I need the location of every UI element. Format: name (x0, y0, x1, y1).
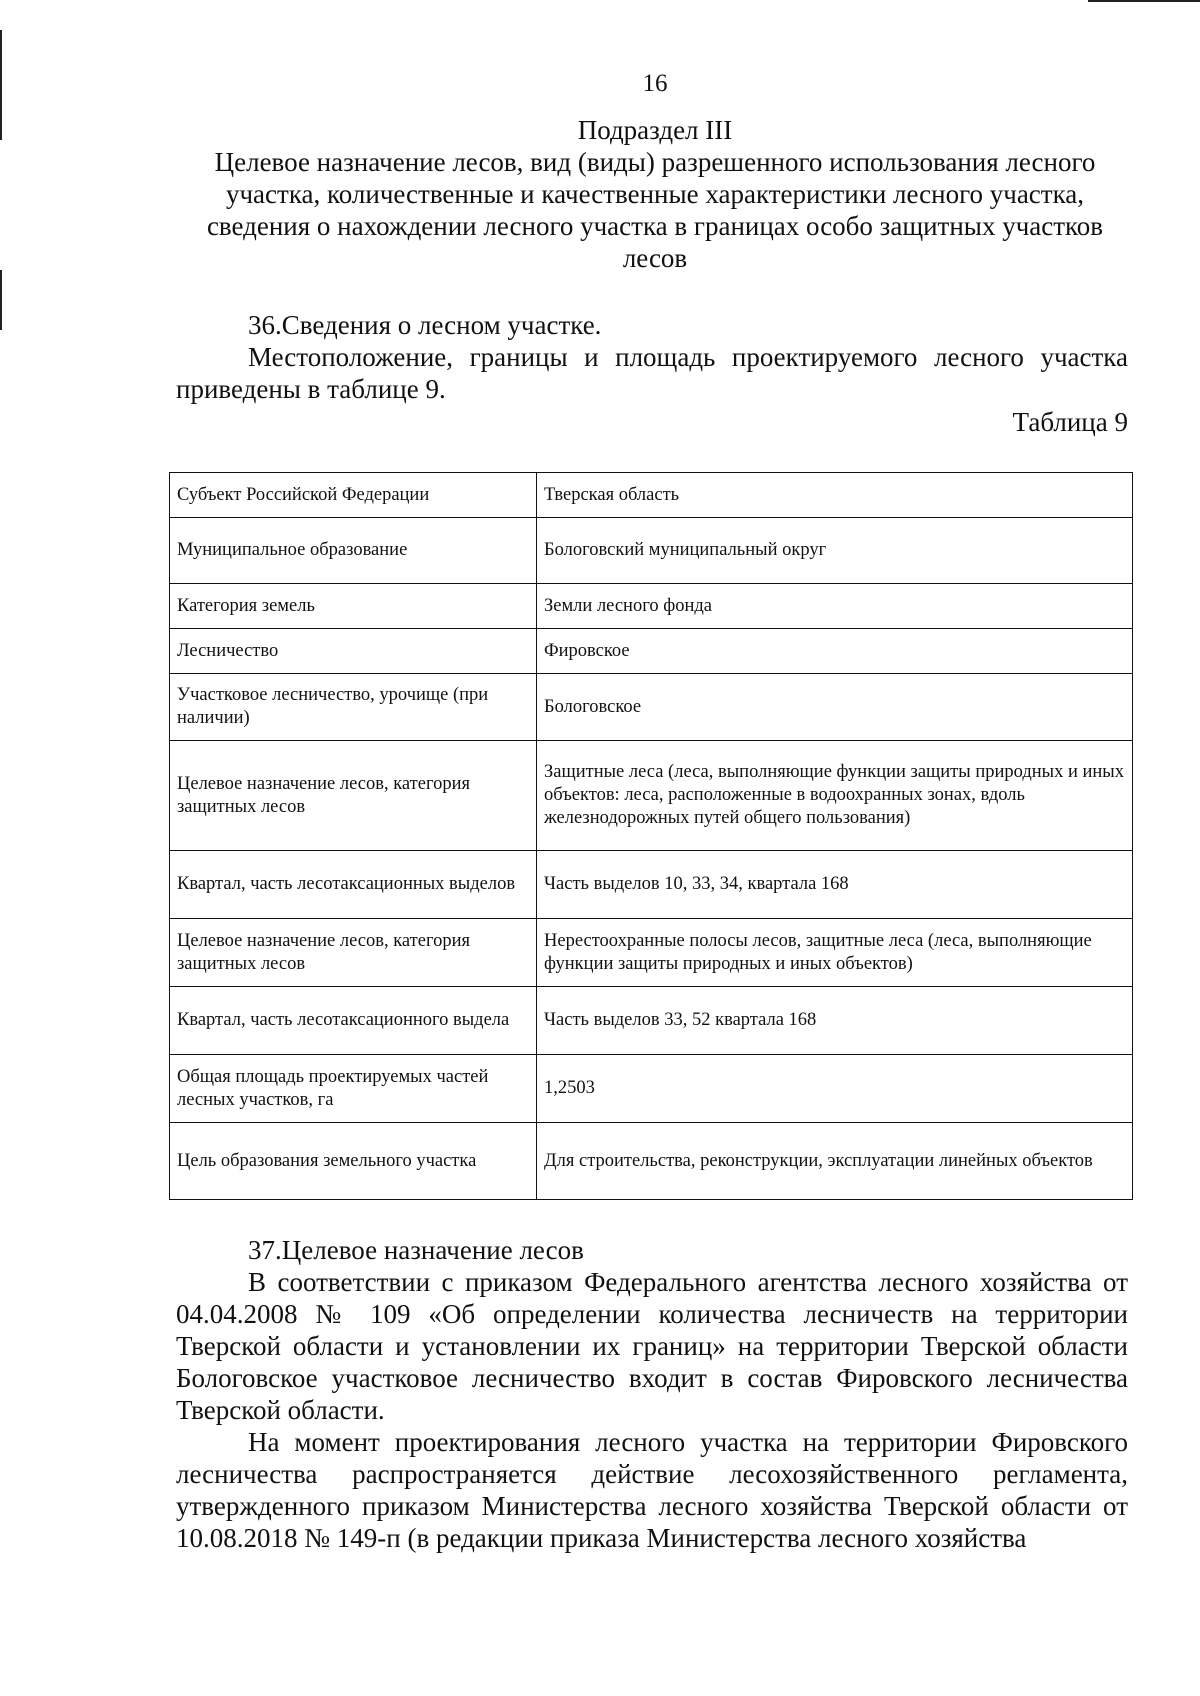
item-36-text: Местоположение, границы и площадь проектируемого лесного участка приведены в таблице 9. (176, 342, 1128, 404)
section-title: Целевое назначение лесов, вид (виды) разрешенного использования лесного участка, количественные и качественные характеристики лесного участка, сведения о нахождении лесного участка в границах особо защитных участков лесов (206, 147, 1104, 273)
row-value: Земли лесного фонда (537, 584, 1133, 629)
row-value: Бологовский муниципальный округ (537, 518, 1133, 584)
row-label: Квартал, часть лесотаксационного выдела (170, 987, 537, 1055)
subsection-title: Подраздел III (577, 115, 733, 145)
table-row (170, 629, 1133, 674)
row-value: Бологовское (537, 674, 1133, 741)
table-row (170, 473, 1133, 518)
table-row (170, 741, 1133, 851)
row-value: Для строительства, реконструкции, эксплуатации линейных объектов (537, 1123, 1133, 1200)
row-label: Субъект Российской Федерации (170, 473, 537, 518)
row-label: Общая площадь проектируемых частей лесных участков, га (170, 1055, 537, 1123)
row-value: Защитные леса (леса, выполняющие функции защиты природных и иных объектов: леса, расположенные в водоохранных зонах, вдоль железнодорожных путей общего пользования) (537, 741, 1133, 851)
row-value: Часть выделов 33, 52 квартала 168 (537, 987, 1133, 1055)
row-value: Фировское (537, 629, 1133, 674)
table-row (170, 584, 1133, 629)
row-label: Категория земель (170, 584, 537, 629)
row-label: Муниципальное образование (170, 518, 537, 584)
scan-edge-mark (1088, 0, 1200, 2)
table-caption: Таблица 9 (1012, 407, 1128, 437)
row-value: 1,2503 (537, 1055, 1133, 1123)
scan-edge-mark (0, 270, 2, 330)
table-row (170, 851, 1133, 919)
row-label: Целевое назначение лесов, категория защитных лесов (170, 741, 537, 851)
row-label: Целевое назначение лесов, категория защитных лесов (170, 919, 537, 987)
table-row (170, 987, 1133, 1055)
item-37-heading: 37.Целевое назначение лесов (248, 1235, 584, 1265)
table-row (170, 518, 1133, 584)
page-number: 16 (642, 70, 668, 97)
item-37-paragraph-1: В соответствии с приказом Федерального агентства лесного хозяйства от 04.04.2008 № 109 «Об определении количества лесничеств на территории Тверской области и установлении их границ» на территории Тверской области Бологовское участковое лесничество входит в состав Фировского лесничества Тверской области. (176, 1267, 1128, 1425)
row-label: Цель образования земельного участка (170, 1123, 537, 1200)
row-label: Лесничество (170, 629, 537, 674)
row-value: Нерестоохранные полосы лесов, защитные леса (леса, выполняющие функции защиты природных и иных объектов) (537, 919, 1133, 987)
table-row (170, 1123, 1133, 1200)
table-row (170, 919, 1133, 987)
forest-plot-table (169, 472, 1133, 1200)
row-value: Часть выделов 10, 33, 34, квартала 168 (537, 851, 1133, 919)
item-37-paragraph-2: На момент проектирования лесного участка на территории Фировского лесничества распространяется действие лесохозяйственного регламента, утвержденного приказом Министерства лесного хозяйства Тверской области от 10.08.2018 № 149-п (в редакции приказа Министерства лесного хозяйства (176, 1427, 1128, 1553)
row-value: Тверская область (537, 473, 1133, 518)
item-36-heading: 36.Сведения о лесном участке. (248, 310, 602, 340)
table-row (170, 1055, 1133, 1123)
table-row (170, 674, 1133, 741)
row-label: Квартал, часть лесотаксационных выделов (170, 851, 537, 919)
row-label: Участковое лесничество, урочище (при наличии) (170, 674, 537, 741)
